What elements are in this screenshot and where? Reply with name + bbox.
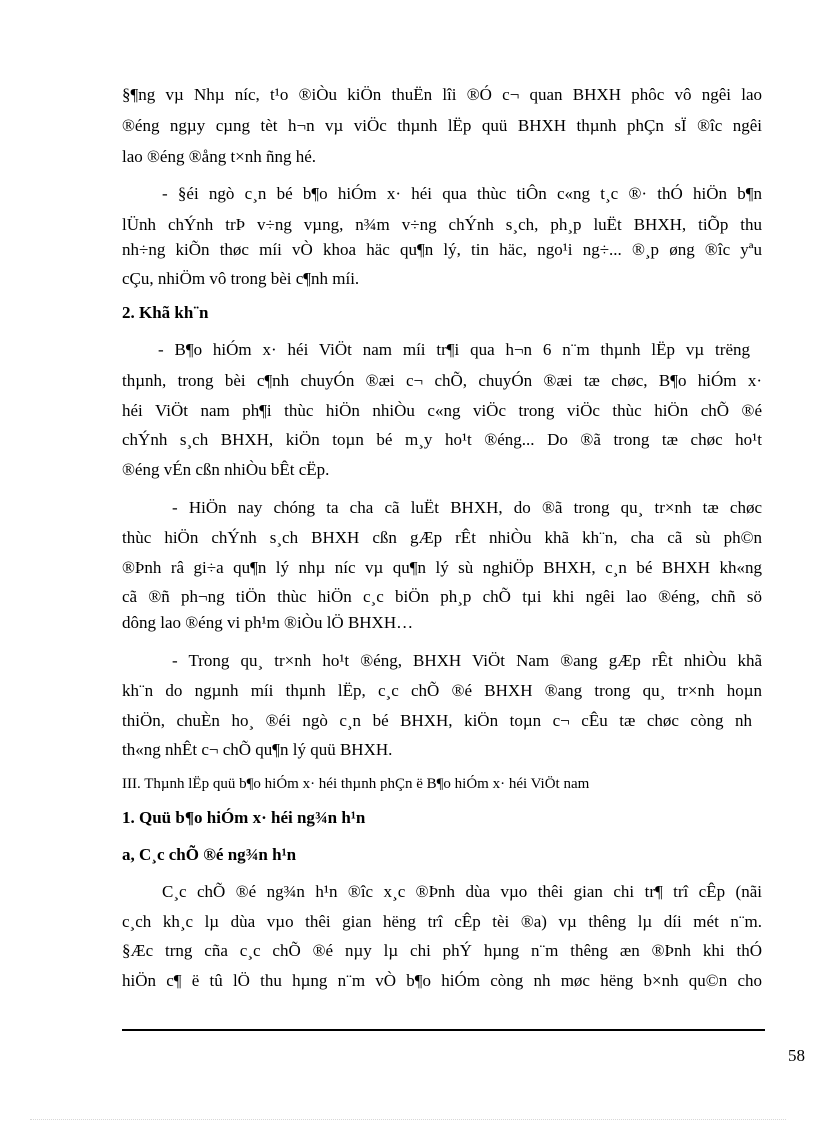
text-line: hiÖn c¶ ë tû lÖ thu hµng n¨m vÒ b¶o hiÓm còng nh møc hëng b×nh qu©n cho [122,971,762,990]
text-line: thùc hiÖn chÝnh s¸ch BHXH cßn gÆp rÊt nhiÒu khã kh¨n, cha cã sù ph©n [122,528,762,547]
text-line: - HiÖn nay chóng ta cha cã luËt BHXH, do ®ã trong qu¸ tr×nh tæ chøc [172,498,762,517]
page-edge-divider [30,1119,786,1120]
text-line: - B¶o hiÓm x· héi ViÖt nam míi tr¶i qua h¬n 6 n¨m thµnh lËp vµ trëng [158,340,750,359]
text-line: - Trong qu¸ tr×nh ho¹t ®éng, BHXH ViÖt Nam ®ang gÆp rÊt nhiÒu khã [172,651,762,670]
text-line: thµnh, trong bèi c¶nh chuyÓn ®æi c¬ chÕ, chuyÓn ®æi tæ chøc, B¶o hiÓm x· [122,371,762,390]
text-line: C¸c chÕ ®é ng¾n h¹n ®îc x¸c ®Þnh dùa vµo thêi gian chi tr¶ trî cÊp (nãi [162,882,762,901]
section-heading: 2. Khã kh¨n [122,303,209,322]
text-line: dông lao ®éng vi ph¹m ®iÒu lÖ BHXH… [122,613,414,632]
text-line: chÝnh s¸ch BHXH, kiÖn toµn bé m¸y ho¹t ®éng... Do ®ã trong tæ chøc ho¹t [122,430,762,449]
text-line: cã ®ñ ph¬ng tiÖn thùc hiÖn c¸c biÖn ph¸p chÕ tµi khi ngêi lao ®éng, chñ sö [122,587,762,606]
text-line: §Æc trng cña c¸c chÕ ®é nµy lµ chi phÝ hµng n¨m thêng æn ®Þnh khi thÓ [122,941,762,960]
section-heading: III. Thµnh lËp quü b¶o hiÓm x· héi thµnh phÇn ë B¶o hiÓm x· héi ViÖt nam [122,776,590,792]
page-number: 58 [788,1046,805,1065]
section-heading: a, C¸c chÕ ®é ng¾n h¹n [122,845,297,864]
section-heading: 1. Quü b¶o hiÓm x· héi ng¾n h¹n [122,808,366,827]
footer-rule [122,1029,765,1031]
text-line: §¶ng vµ Nhµ níc, t¹o ®iÒu kiÖn thuËn lîi ®Ó c¬ quan BHXH phôc vô ngêi lao [122,85,762,104]
text-line: th«ng nhÊt c¬ chÕ qu¶n lý quü BHXH. [122,740,393,759]
text-line: ®Þnh râ gi÷a qu¶n lý nhµ níc vµ qu¶n lý sù nghiÖp BHXH, c¸n bé BHXH kh«ng [122,558,762,577]
text-line: cÇu, nhiÖm vô trong bèi c¶nh míi. [122,269,360,288]
text-line: héi ViÖt nam ph¶i thùc hiÖn nhiÒu c«ng viÖc trong viÖc thùc hiÖn chÕ ®é [122,401,762,420]
text-line: nh÷ng kiÕn thøc míi vÒ khoa häc qu¶n lý, tin häc, ngo¹i ng÷... ®¸p øng ®îc yªu [122,240,762,259]
text-line: lÜnh chÝnh trÞ v÷ng vµng, n¾m v÷ng chÝnh s¸ch, ph¸p luËt BHXH, tiÕp thu [122,215,762,234]
text-line: kh¨n do ngµnh míi thµnh lËp, c¸c chÕ ®é BHXH ®ang trong qu¸ tr×nh hoµn [122,681,762,700]
text-line: ®éng ngµy cµng tèt h¬n vµ viÖc thµnh lËp quü BHXH thµnh phÇn sÏ ®îc ngêi [122,116,762,135]
text-line: ®éng vÉn cßn nhiÒu bÊt cËp. [122,460,330,479]
text-line: lao ®éng ®ång t×nh ñng hé. [122,147,317,166]
text-line: - §éi ngò c¸n bé b¶o hiÓm x· héi qua thùc tiÔn c«ng t¸c ®· thÓ hiÖn b¶n [162,184,762,203]
text-line: c¸ch kh¸c lµ dùa vµo thêi gian hëng trî cÊp tèi ®a) vµ thêng lµ díi mét n¨m. [122,912,762,931]
text-line: thiÖn, chuÈn ho¸ ®éi ngò c¸n bé BHXH, kiÖn toµn c¬ cÊu tæ chøc còng nh [122,711,752,730]
